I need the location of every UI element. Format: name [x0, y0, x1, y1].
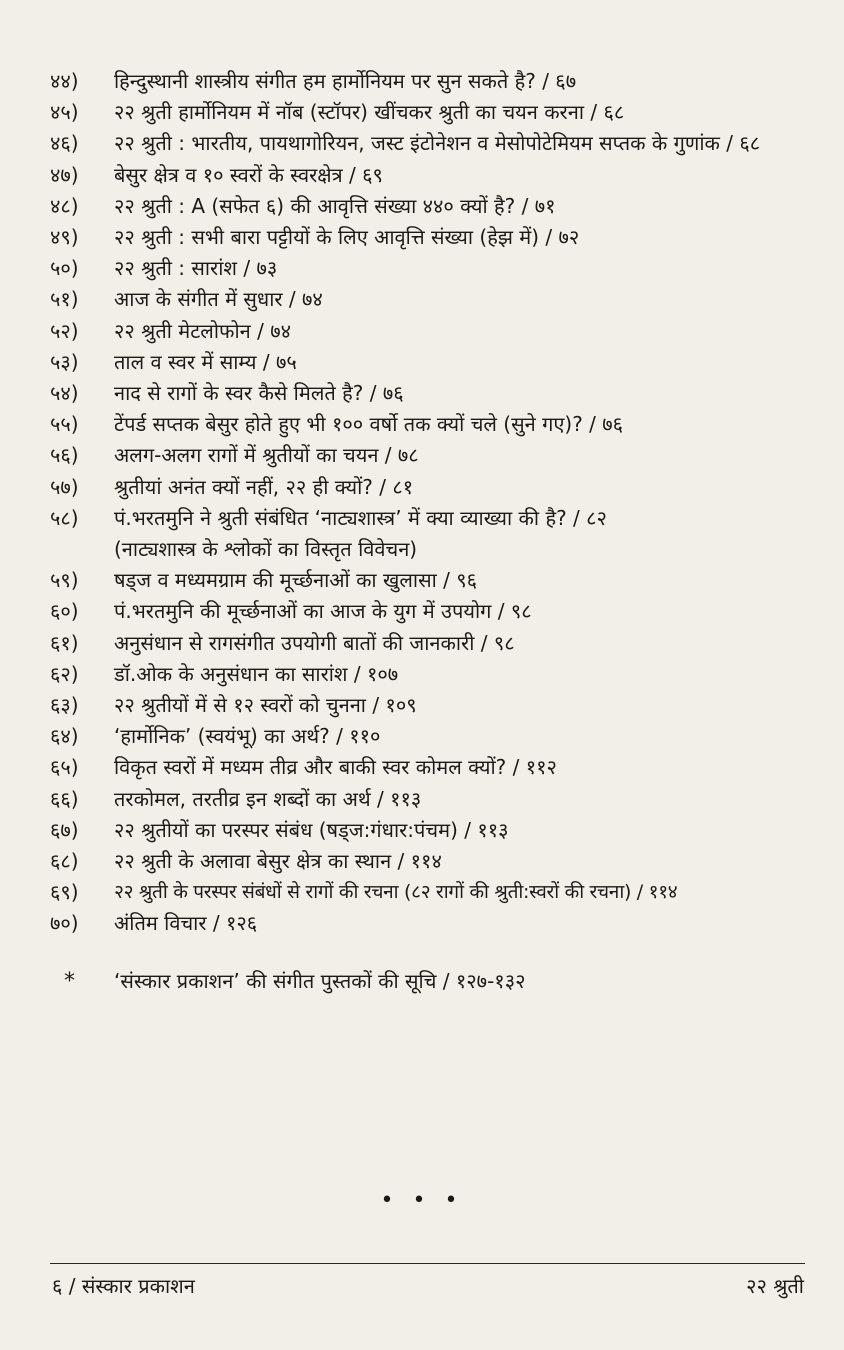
asterisk-marker: *: [64, 968, 75, 994]
toc-entry: [50, 596, 820, 627]
entry-number: ६०): [50, 599, 79, 624]
entry-number: ५१): [50, 287, 79, 312]
entry-number: ४९): [50, 225, 79, 250]
toc-entry: [50, 66, 820, 97]
entry-title: २२ श्रुती : A (सफेत ६) की आवृत्ति संख्या ४४० क्यों है? / ७१: [114, 193, 556, 218]
toc-entry: [50, 908, 820, 939]
entry-title: टेंपर्ड सप्तक बेसुर होते हुए भी १०० वर्षो तक क्यों चले (सुने गए)? / ७६: [114, 412, 624, 437]
entry-title: ताल व स्वर में साम्य / ७५: [114, 349, 297, 374]
entry-title: पं.भरतमुनि की मूर्च्छनाओं का आज के युग में उपयोग / ९८: [114, 599, 532, 624]
entry-title: २२ श्रुतीयों का परस्पर संबंध (षड्ज:गंधार:पंचम) / ११३: [114, 817, 509, 842]
section-end-ornament: • • •: [380, 1188, 464, 1213]
entry-number: ६६): [50, 786, 79, 811]
toc-entry: [50, 659, 820, 690]
footer-divider: [50, 1263, 805, 1264]
entry-number: ७०): [50, 911, 79, 936]
entry-number: ४५): [50, 100, 79, 125]
toc-entry: [50, 815, 820, 846]
entry-title: डॉ.ओक के अनुसंधान का सारांश / १०७: [114, 661, 399, 686]
entry-number: ५३): [50, 349, 79, 374]
entry-title: हिन्दुस्थानी शास्त्रीय संगीत हम हार्मोनियम पर सुन सकते है? / ६७: [114, 69, 577, 93]
toc-entry: [50, 160, 820, 191]
footer-book-title: २२ श्रुती: [746, 1274, 804, 1298]
entry-title: अलग-अलग रागों में श्रुतीयों का चयन / ७८: [114, 443, 419, 468]
toc-entry: [50, 378, 820, 409]
entry-number: ५७): [50, 474, 79, 499]
entry-title: २२ श्रुती : सभी बारा पट्टीयों के लिए आवृत्ति संख्या (हेझ में) / ७२: [114, 225, 580, 250]
entry-number: ४४): [50, 69, 79, 93]
entry-number: ४६): [50, 131, 79, 156]
entry-title: २२ श्रुतीयों में से १२ स्वरों को चुनना / १०९: [114, 693, 417, 718]
entry-title: २२ श्रुती : सारांश / ७३: [114, 256, 278, 281]
toc-entry: [50, 690, 820, 721]
entry-number: ६२): [50, 661, 79, 686]
toc-entry: [50, 628, 820, 659]
footer-page-publisher: ६ / संस्कार प्रकाशन: [52, 1274, 195, 1298]
entry-title: २२ श्रुती हार्मोनियम में नॉब (स्टॉपर) खींचकर श्रुती का चयन करना / ६८: [114, 100, 625, 125]
entry-number: ५९): [50, 568, 79, 593]
toc-entry: [50, 440, 820, 471]
toc-entry: [50, 846, 820, 877]
toc-entry: [50, 721, 820, 752]
toc-entry: [50, 347, 820, 378]
entry-number: ६८): [50, 849, 79, 874]
entry-number: ५०): [50, 256, 79, 281]
entry-number: ६५): [50, 755, 79, 780]
entry-title: विकृत स्वरों में मध्यम तीव्र और बाकी स्वर कोमल क्यों? / ११२: [114, 755, 557, 780]
entry-title: अनुसंधान से रागसंगीत उपयोगी बातों की जानकारी / ९८: [114, 630, 515, 655]
toc-entry-subtitle: [50, 534, 820, 565]
toc-entry: [50, 316, 820, 347]
entry-title: (नाट्यशास्त्र के श्लोकों का विस्तृत विवेचन): [114, 537, 418, 562]
entry-title: २२ श्रुती के परस्पर संबंधों से रागों की रचना (८२ रागों की श्रुती:स्वरों की रचना) / ११४: [114, 881, 678, 904]
entry-title: षड्ज व मध्यमग्राम की मूर्च्छनाओं का खुलासा / ९६: [114, 568, 478, 593]
toc-entry: [50, 97, 820, 128]
table-of-contents: [50, 66, 820, 997]
spacer: [50, 940, 820, 966]
appendix-title: ‘संस्कार प्रकाशन’ की संगीत पुस्तकों की सूचि / १२७-१३२: [114, 968, 526, 993]
entry-title: पं.भरतमुनि ने श्रुती संबंधित ‘नाट्यशास्त्र’ में क्या व्याख्या की है? / ८२: [114, 505, 607, 530]
toc-entry: [50, 472, 820, 503]
toc-entry: [50, 784, 820, 815]
entry-title: २२ श्रुती के अलावा बेसुर क्षेत्र का स्थान / ११४: [114, 849, 442, 874]
toc-entry: [50, 503, 820, 534]
toc-entry: [50, 565, 820, 596]
toc-entry: [50, 222, 820, 253]
entry-number: ६१): [50, 630, 79, 655]
entry-number: ६७): [50, 817, 79, 842]
entry-title: आज के संगीत में सुधार / ७४: [114, 287, 323, 312]
entry-number: ५२): [50, 318, 79, 343]
entry-number: ५४): [50, 381, 79, 406]
entry-number: ५५): [50, 412, 79, 437]
entry-number: ५८): [50, 505, 79, 530]
entry-title: २२ श्रुती : भारतीय, पायथागोरियन, जस्ट इंटोनेशन व मेसोपोटेमियम सप्तक के गुणांक / ६८: [114, 131, 761, 156]
entry-number: ५६): [50, 443, 79, 468]
entry-number: ४७): [50, 162, 79, 187]
toc-entry: [50, 253, 820, 284]
toc-entry: [50, 191, 820, 222]
appendix-entry: [50, 966, 820, 997]
entry-title: तरकोमल, तरतीव्र इन शब्दों का अर्थ / ११३: [114, 786, 422, 811]
entry-title: श्रुतीयां अनंत क्यों नहीं, २२ ही क्यों? / ८१: [114, 474, 414, 499]
toc-entry: [50, 128, 820, 159]
entry-number: ६३): [50, 693, 79, 718]
entry-title: बेसुर क्षेत्र व १० स्वरों के स्वरक्षेत्र / ६९: [114, 162, 383, 187]
entry-title: २२ श्रुती मेटलोफोन / ७४: [114, 318, 291, 343]
entry-number: ४८): [50, 193, 79, 218]
entry-title: नाद से रागों के स्वर कैसे मिलते है? / ७६: [114, 381, 404, 406]
entry-number: ६४): [50, 724, 79, 749]
entry-title: ‘हार्मोनिक’ (स्वयंभू) का अर्थ? / ११०: [114, 724, 381, 749]
toc-entry: [50, 877, 820, 908]
entry-number: ६९): [50, 880, 79, 905]
toc-entry: [50, 409, 820, 440]
toc-entry: [50, 752, 820, 783]
toc-entry: [50, 284, 820, 315]
entry-title: अंतिम विचार / १२६: [114, 911, 258, 936]
